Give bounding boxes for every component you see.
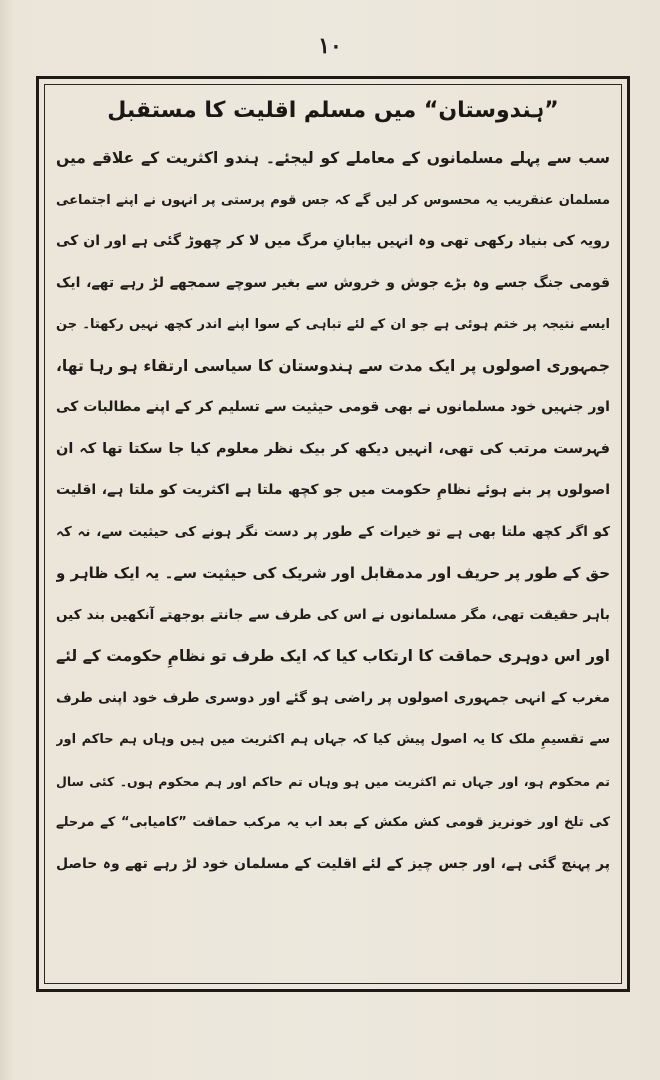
page-number: ۱۰ xyxy=(318,33,342,59)
text-line: اور جنہیں خود مسلمانوں نے بھی قومی حیثیت سے تسلیم کر کے اپنے مطالبات کی xyxy=(56,399,610,415)
text-line: کو اگر کچھ ملتا بھی ہے تو خیرات کے طور پر دست نگر ہونے کی حیثیت سے، نہ کہ xyxy=(56,523,610,540)
text-line: مغرب کے انہی جمہوری اصولوں پر راضی ہو گئے اور دوسری طرف خود اپنی طرف xyxy=(56,689,610,706)
text-line: جمہوری اصولوں پر ایک مدت سے ہندوستان کا سیاسی ارتقاء ہو رہا تھا، xyxy=(56,356,610,375)
text-block xyxy=(56,92,610,976)
chapter-title: ”ہندوستان“ میں مسلم اقلیت کا مستقبل xyxy=(107,98,559,123)
text-line: پر پہنچ گئی ہے، اور جس چیز کے لئے اقلیت کے مسلمان خود لڑ رہے تھے وہ حاصل xyxy=(56,855,610,872)
text-line: فہرست مرتب کی تھی، انہیں دیکھ کر بیک نظر معلوم کیا جا سکتا تھا کہ ان xyxy=(56,440,610,457)
text-line: سے تقسیمِ ملک کا یہ اصول پیش کیا کہ جہاں ہم اکثریت میں ہیں وہاں ہم حاکم اور xyxy=(56,732,610,747)
text-line: اصولوں پر بنے ہوئے نظامِ حکومت میں جو کچھ ملتا ہے اکثریت کو ملتا ہے، اقلیت xyxy=(56,482,610,498)
text-line: مسلمان عنقریب یہ محسوس کر لیں گے کہ جس قوم پرستی پر انہوں نے اپنے اجتماعی xyxy=(56,192,610,208)
text-line: باہر حقیقت تھی، مگر مسلمانوں نے اس کی طرف سے جانتے بوجھتے آنکھیں بند کیں xyxy=(56,606,610,623)
text-line: سب سے پہلے مسلمانوں کے معاملے کو لیجئے۔ ہندو اکثریت کے علاقے میں xyxy=(56,149,610,167)
body-text xyxy=(56,138,610,885)
text-line: حق کے طور پر حریف اور مدمقابل اور شریک کی حیثیت سے۔ یہ ایک ظاہر و xyxy=(56,564,610,582)
text-line: تم محکوم ہو، اور جہاں تم اکثریت میں ہو وہاں تم حاکم اور ہم محکوم ہوں۔ کئی سال xyxy=(56,773,610,789)
text-line: رویہ کی بنیاد رکھی تھی وہ انہیں بیابانِ مرگ میں لا کر چھوڑ گئی ہے اور ان کی xyxy=(56,233,610,249)
text-line: ایسے نتیجہ پر ختم ہوئی ہے جو ان کے لئے تباہی کے سوا اپنے اندر کچھ نہیں رکھتا۔ جن xyxy=(56,317,610,332)
text-line: اور اس دوہری حماقت کا ارتکاب کیا کہ ایک طرف تو نظامِ حکومت کے لئے xyxy=(56,647,610,665)
text-line: قومی جنگ جسے وہ بڑے جوش و خروش سے بغیر سوچے سمجھے لڑ رہے تھے، ایک xyxy=(56,274,610,291)
text-line: کی تلخ اور خونریز قومی کش مکش کے بعد اب یہ مرکب حماقت ”کامیابی“ کے مرحلے xyxy=(56,815,610,830)
